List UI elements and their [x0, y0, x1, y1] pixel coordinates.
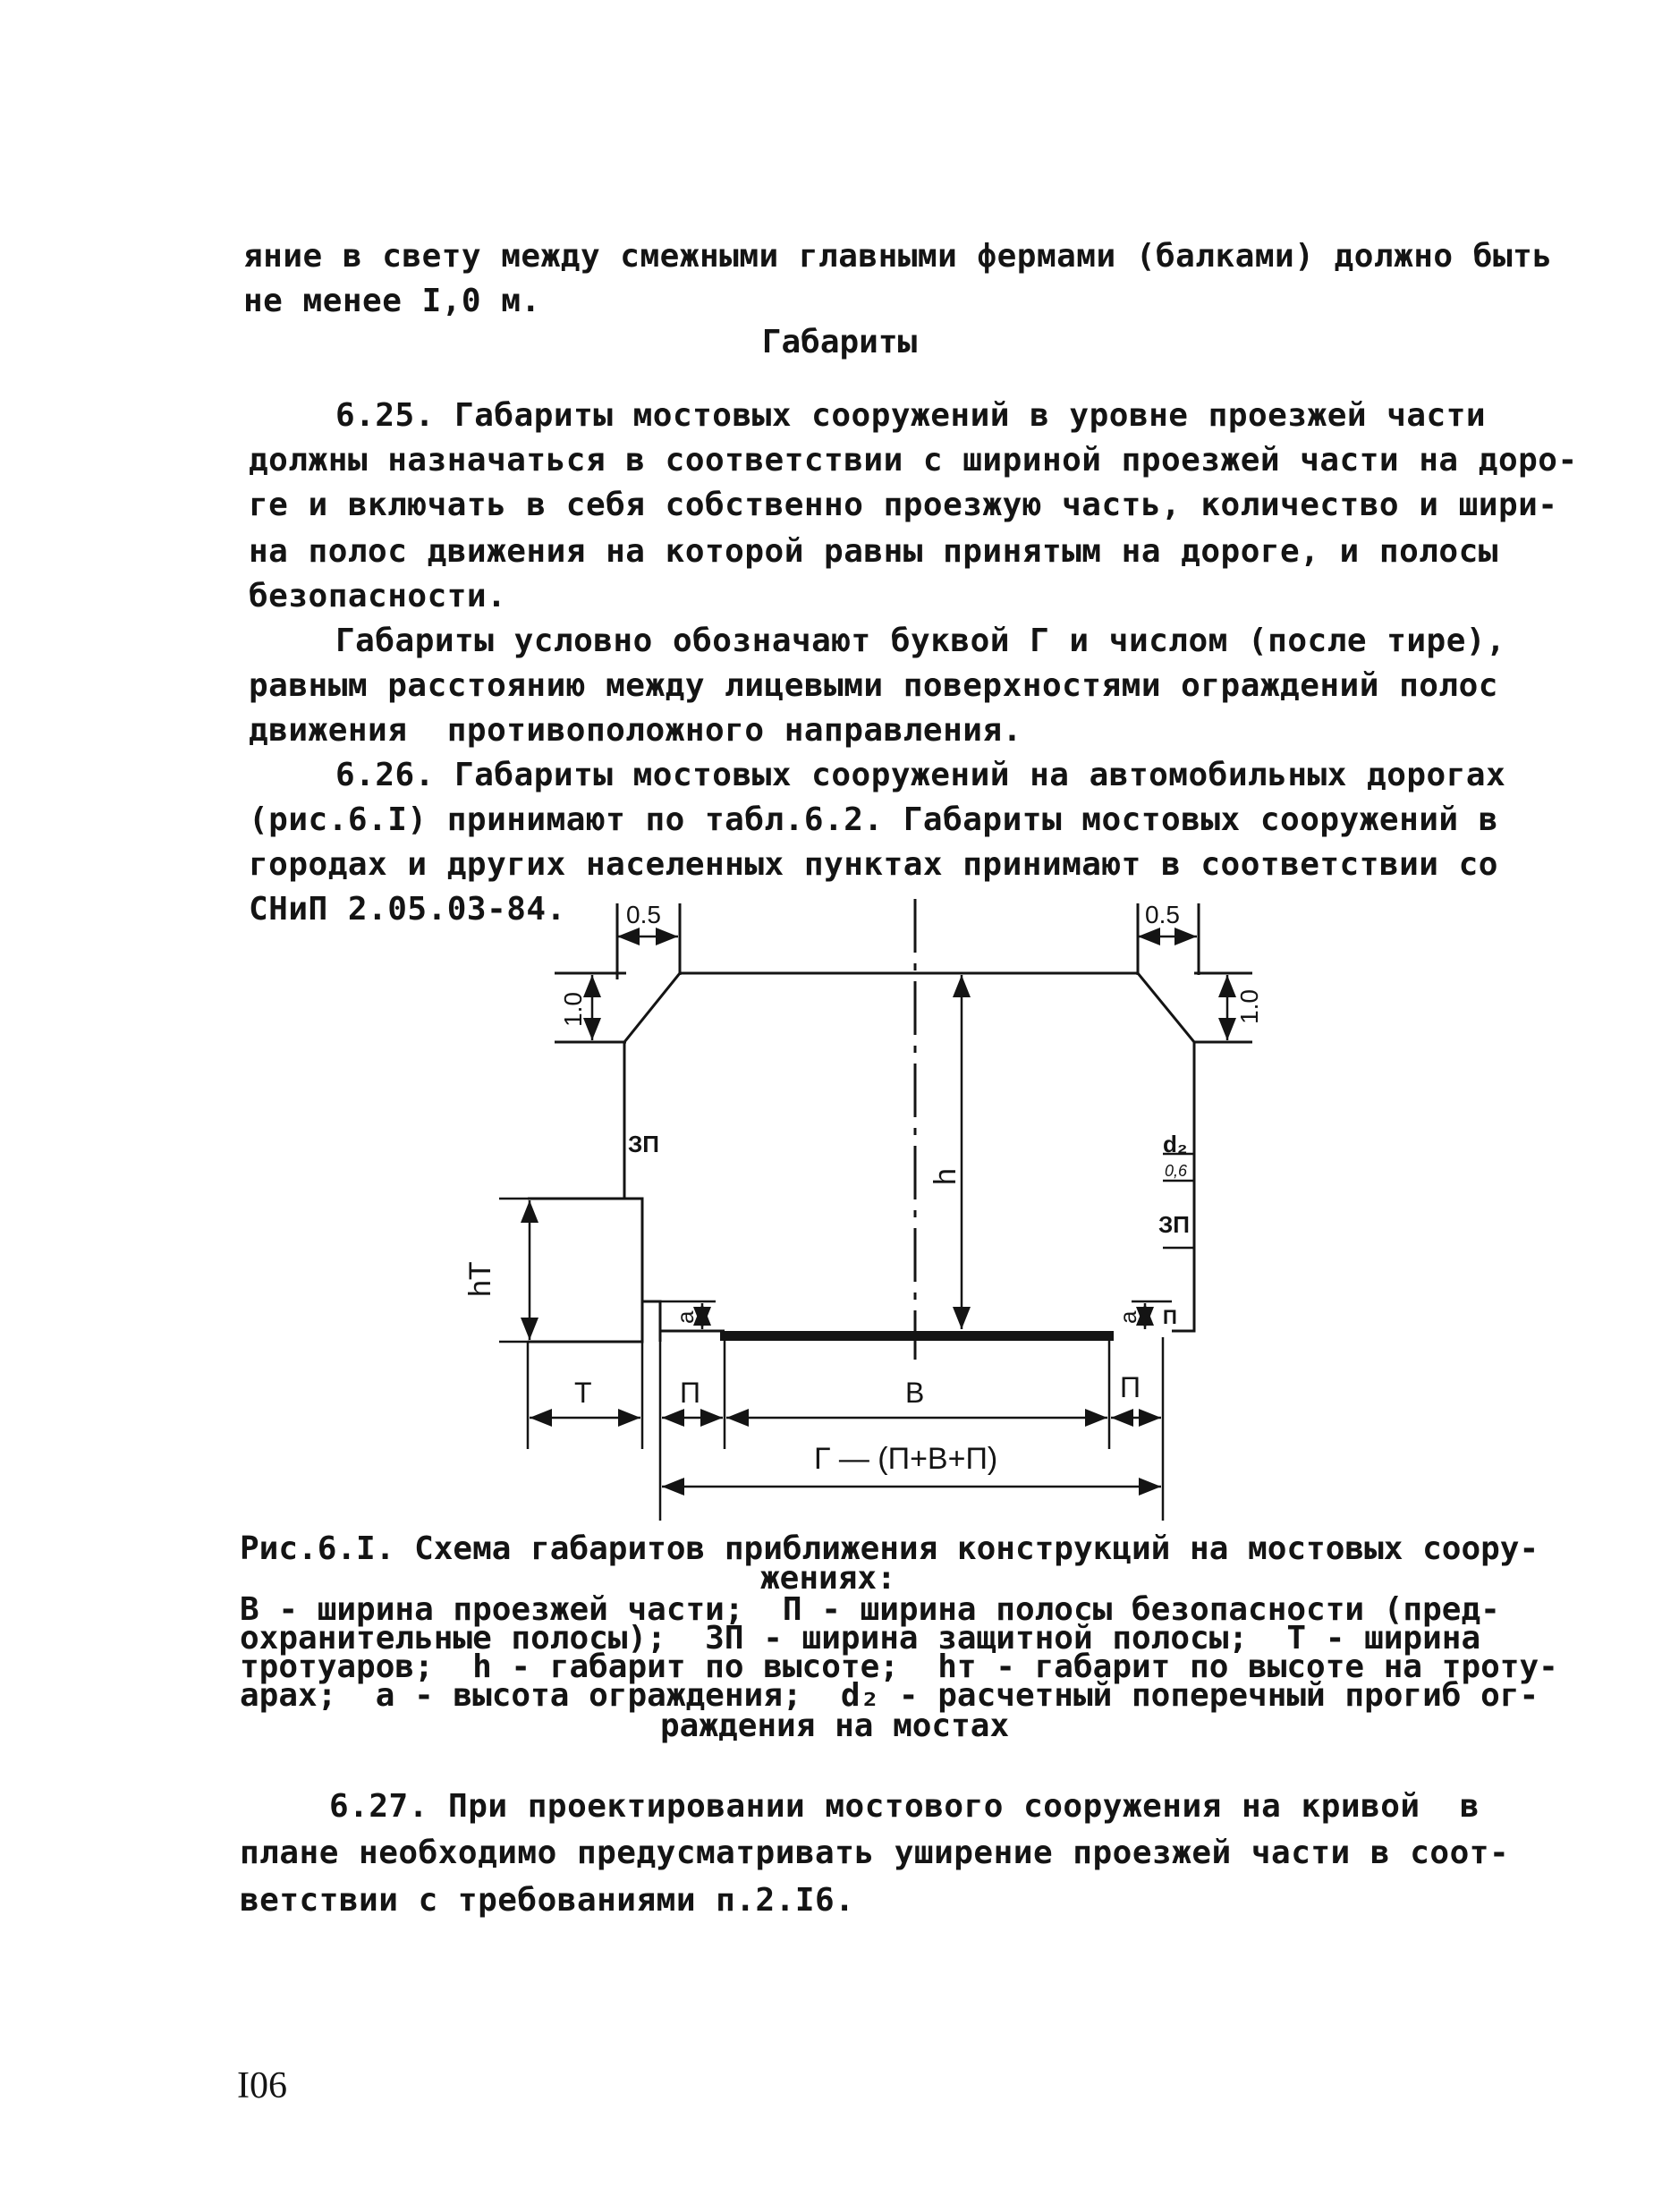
caption-line-1: В - ширина проезжей части; П - ширина полосы безопасности (пред-	[240, 1591, 1500, 1628]
p626-line-3: городах и других населенных пунктах принимают в соответствии со	[249, 846, 1498, 883]
p625-line-2: должны назначаться в соответствии с шириной проезжей части на доро-	[249, 442, 1578, 479]
label-05-left: 0.5	[626, 901, 661, 928]
p626-line-4: СНиП 2.05.03-84.	[249, 891, 566, 928]
label-05-right: 0.5	[1145, 901, 1180, 928]
label-10-right: 1.0	[1235, 989, 1263, 1024]
p625-line-5: безопасности.	[249, 578, 507, 614]
intro-line-1: яние в свету между смежными главными фермами (балками) должно быть	[243, 238, 1553, 275]
p627-line-3: ветствии с требованиями п.2.I6.	[240, 1882, 855, 1919]
caption-line-3: тротуаров; h - габарит по высоте; hт - габарит по высоте на троту-	[240, 1648, 1558, 1685]
label-d2: d₂	[1163, 1131, 1188, 1157]
label-a-left: a	[672, 1310, 699, 1324]
label-G-formula: Г — (П+В+П)	[814, 1442, 998, 1476]
label-p-small: П	[1163, 1306, 1177, 1328]
clearance-outline	[528, 973, 1194, 1342]
p625-line-1: 6.25. Габариты мостовых сооружений в уровне проезжей части	[335, 397, 1487, 434]
caption-line-5: раждения на мостах	[660, 1708, 1010, 1744]
label-a-right: a	[1115, 1310, 1141, 1324]
carriageway	[720, 1331, 1114, 1341]
page-number: I06	[237, 2065, 287, 2106]
pg-line-2: равным расстоянию между лицевыми поверхностями ограждений полос	[249, 667, 1498, 704]
label-hT: hT	[463, 1261, 497, 1297]
label-P-left: П	[680, 1377, 700, 1409]
p627-line-2: плане необходимо предусматривать уширение проезжей части в соот-	[240, 1835, 1510, 1871]
p626-line-1: 6.26. Габариты мостовых сооружений на автомобильных дорогах	[335, 757, 1506, 793]
label-P-right: П	[1120, 1371, 1141, 1403]
label-B: В	[905, 1377, 925, 1409]
section-heading: Габариты	[761, 324, 918, 360]
caption-title-1: Рис.6.I. Схема габаритов приближения конструкций на мостовых соору-	[240, 1530, 1539, 1567]
intro-line-2: не менее I,0 м.	[243, 283, 541, 319]
p626-line-2: (рис.6.I) принимают по табл.6.2. Габариты мостовых сооружений в	[249, 801, 1498, 838]
p625-line-4: на полос движения на которой равны принятым на дороге, и полосы	[249, 533, 1498, 570]
p625-line-3: ге и включать в себя собственно проезжую часть, количество и шири-	[249, 487, 1558, 523]
label-d06: 0,6	[1165, 1162, 1188, 1180]
label-10-left: 1.0	[559, 992, 587, 1027]
label-zp-right: ЗП	[1158, 1211, 1190, 1238]
caption-title-2: жениях:	[760, 1560, 896, 1597]
label-T: Т	[574, 1377, 592, 1409]
caption-line-4: арах; a - высота ограждения; d₂ - расчетный поперечный прогиб ог-	[240, 1677, 1539, 1714]
pg-line-3: движения противоположного направления.	[249, 712, 1022, 749]
pg-line-1: Габариты условно обозначают буквой Г и числом (после тире),	[335, 623, 1506, 659]
label-h: h	[929, 1168, 962, 1185]
p627-line-1: 6.27. При проектировании мостового сооружения на кривой в	[329, 1788, 1480, 1825]
label-zp-left: ЗП	[628, 1131, 659, 1157]
caption-line-2: охранительные полосы); ЗП - ширина защитной полосы; Т - ширина	[240, 1620, 1481, 1657]
